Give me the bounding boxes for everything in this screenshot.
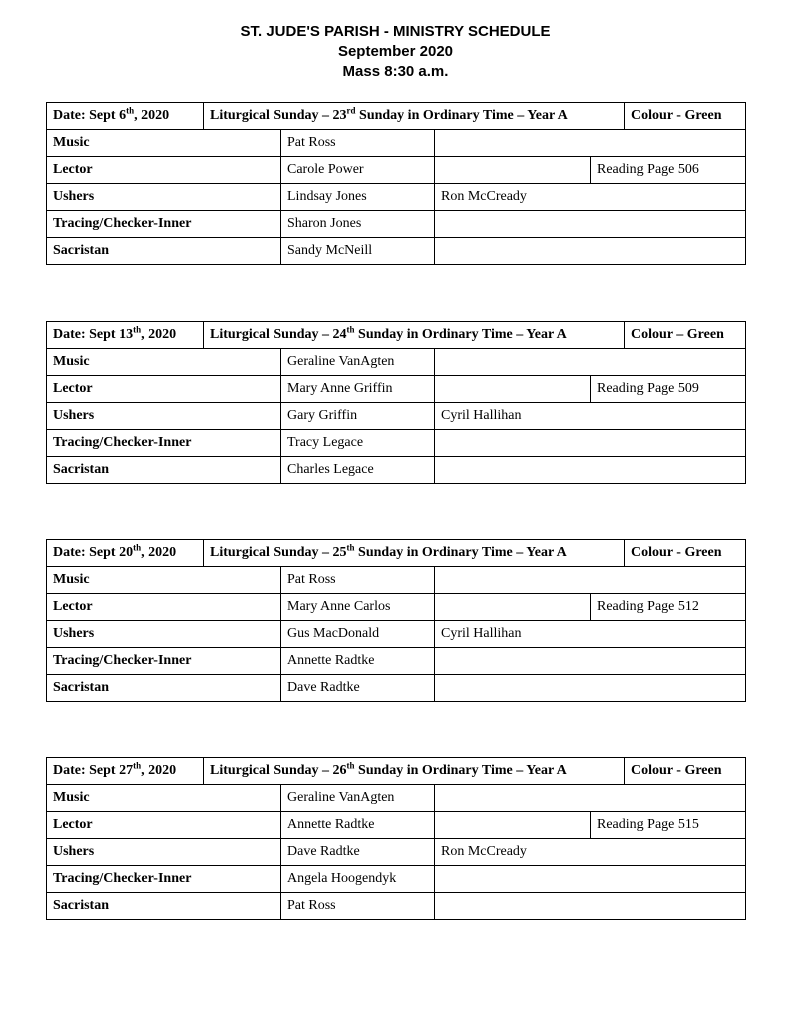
sacristan-row xyxy=(47,893,746,920)
minister-name: Sharon Jones xyxy=(281,211,435,238)
lector-row xyxy=(47,376,746,403)
ushers-row xyxy=(47,621,746,648)
minister-name: Geraline VanAgten xyxy=(281,785,435,812)
music-row xyxy=(47,349,746,376)
week-header-row xyxy=(47,758,746,785)
minister-name: Lindsay Jones xyxy=(281,184,435,211)
empty-cell xyxy=(435,785,746,812)
minister-name: Carole Power xyxy=(281,157,435,184)
parish-title: ST. JUDE'S PARISH - MINISTRY SCHEDULE xyxy=(240,23,551,40)
reading-page: Reading Page 509 xyxy=(591,376,746,403)
role-label: Sacristan xyxy=(47,457,281,484)
lector-row xyxy=(47,594,746,621)
empty-cell xyxy=(435,567,746,594)
second-minister-name: Cyril Hallihan xyxy=(435,403,746,430)
week-table-3 xyxy=(46,539,746,702)
week-table-2 xyxy=(46,321,746,484)
date-cell: Date: Sept 13th, 2020 xyxy=(47,322,204,349)
role-label: Lector xyxy=(47,812,281,839)
empty-cell xyxy=(435,349,746,376)
minister-name: Pat Ross xyxy=(281,130,435,157)
week-table-1 xyxy=(46,102,746,265)
date-cell: Date: Sept 20th, 2020 xyxy=(47,540,204,567)
role-label: Music xyxy=(47,349,281,376)
colour-cell: Colour - Green xyxy=(625,758,746,785)
empty-cell xyxy=(435,238,746,265)
document-title xyxy=(0,22,791,82)
date-cell: Date: Sept 6th, 2020 xyxy=(47,103,204,130)
minister-name: Charles Legace xyxy=(281,457,435,484)
role-label: Sacristan xyxy=(47,675,281,702)
liturgy-cell: Liturgical Sunday – 24th Sunday in Ordinary Time – Year A xyxy=(204,322,625,349)
empty-cell xyxy=(435,157,591,184)
reading-page: Reading Page 515 xyxy=(591,812,746,839)
music-row xyxy=(47,130,746,157)
week-header-row xyxy=(47,540,746,567)
month-title: September 2020 xyxy=(337,43,454,60)
tracing-row xyxy=(47,211,746,238)
role-label: Sacristan xyxy=(47,238,281,265)
colour-cell: Colour – Green xyxy=(625,322,746,349)
empty-cell xyxy=(435,211,746,238)
empty-cell xyxy=(435,130,746,157)
role-label: Lector xyxy=(47,376,281,403)
minister-name: Pat Ross xyxy=(281,893,435,920)
sacristan-row xyxy=(47,238,746,265)
minister-name: Dave Radtke xyxy=(281,839,435,866)
empty-cell xyxy=(435,430,746,457)
minister-name: Mary Anne Griffin xyxy=(281,376,435,403)
mass-time: Mass 8:30 a.m. xyxy=(342,63,449,80)
sacristan-row xyxy=(47,457,746,484)
reading-page: Reading Page 512 xyxy=(591,594,746,621)
colour-cell: Colour - Green xyxy=(625,540,746,567)
role-label: Music xyxy=(47,567,281,594)
empty-cell xyxy=(435,376,591,403)
role-label: Tracing/Checker-Inner xyxy=(47,866,281,893)
second-minister-name: Cyril Hallihan xyxy=(435,621,746,648)
minister-name: Gus MacDonald xyxy=(281,621,435,648)
second-minister-name: Ron McCready xyxy=(435,184,746,211)
tracing-row xyxy=(47,866,746,893)
week-table-4 xyxy=(46,757,746,920)
role-label: Tracing/Checker-Inner xyxy=(47,211,281,238)
role-label: Sacristan xyxy=(47,893,281,920)
empty-cell xyxy=(435,648,746,675)
date-cell: Date: Sept 27th, 2020 xyxy=(47,758,204,785)
minister-name: Dave Radtke xyxy=(281,675,435,702)
empty-cell xyxy=(435,457,746,484)
ushers-row xyxy=(47,839,746,866)
tracing-row xyxy=(47,648,746,675)
liturgy-cell: Liturgical Sunday – 23rd Sunday in Ordinary Time – Year A xyxy=(204,103,625,130)
minister-name: Pat Ross xyxy=(281,567,435,594)
role-label: Lector xyxy=(47,594,281,621)
sacristan-row xyxy=(47,675,746,702)
role-label: Tracing/Checker-Inner xyxy=(47,648,281,675)
minister-name: Gary Griffin xyxy=(281,403,435,430)
week-header-row xyxy=(47,322,746,349)
minister-name: Tracy Legace xyxy=(281,430,435,457)
role-label: Ushers xyxy=(47,839,281,866)
minister-name: Sandy McNeill xyxy=(281,238,435,265)
empty-cell xyxy=(435,675,746,702)
week-header-row xyxy=(47,103,746,130)
empty-cell xyxy=(435,812,591,839)
minister-name: Mary Anne Carlos xyxy=(281,594,435,621)
tracing-row xyxy=(47,430,746,457)
role-label: Lector xyxy=(47,157,281,184)
colour-cell: Colour - Green xyxy=(625,103,746,130)
liturgy-cell: Liturgical Sunday – 25th Sunday in Ordinary Time – Year A xyxy=(204,540,625,567)
empty-cell xyxy=(435,866,746,893)
ushers-row xyxy=(47,184,746,211)
reading-page: Reading Page 506 xyxy=(591,157,746,184)
liturgy-cell: Liturgical Sunday – 26th Sunday in Ordinary Time – Year A xyxy=(204,758,625,785)
empty-cell xyxy=(435,893,746,920)
minister-name: Annette Radtke xyxy=(281,812,435,839)
second-minister-name: Ron McCready xyxy=(435,839,746,866)
role-label: Ushers xyxy=(47,184,281,211)
empty-cell xyxy=(435,594,591,621)
minister-name: Angela Hoogendyk xyxy=(281,866,435,893)
music-row xyxy=(47,785,746,812)
ushers-row xyxy=(47,403,746,430)
lector-row xyxy=(47,157,746,184)
lector-row xyxy=(47,812,746,839)
music-row xyxy=(47,567,746,594)
role-label: Ushers xyxy=(47,621,281,648)
role-label: Tracing/Checker-Inner xyxy=(47,430,281,457)
role-label: Music xyxy=(47,130,281,157)
minister-name: Annette Radtke xyxy=(281,648,435,675)
minister-name: Geraline VanAgten xyxy=(281,349,435,376)
role-label: Ushers xyxy=(47,403,281,430)
role-label: Music xyxy=(47,785,281,812)
